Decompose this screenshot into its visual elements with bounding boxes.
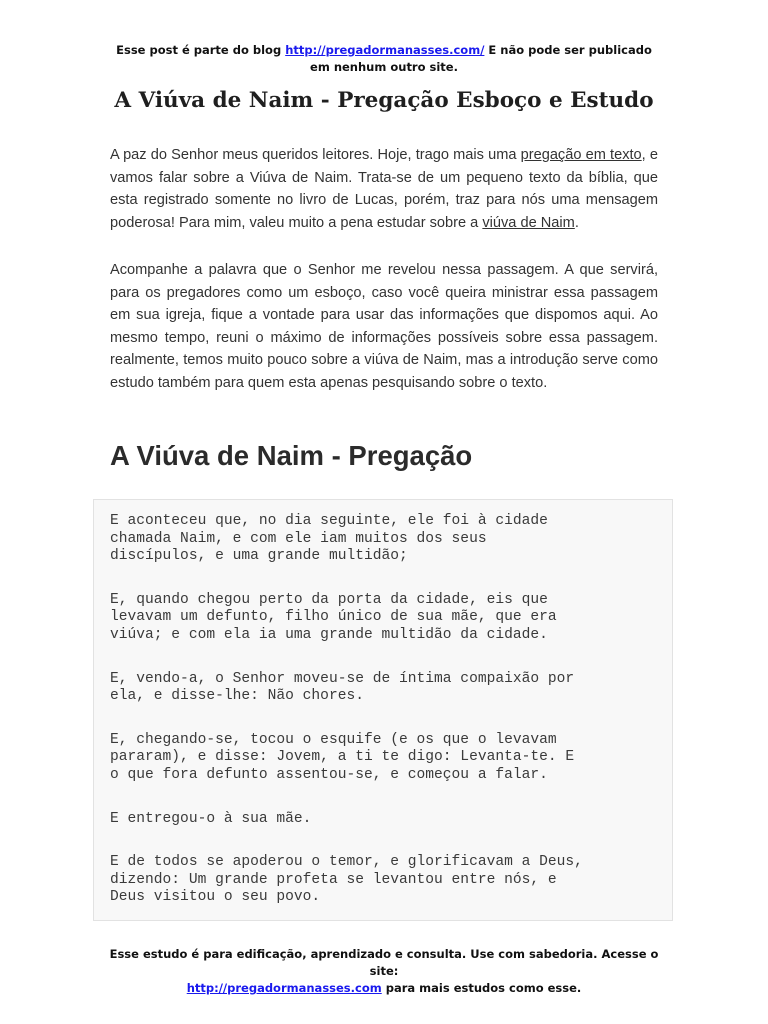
pregacao-em-texto-link[interactable]: pregação em texto [520,147,642,163]
intro-text-part3: . [574,214,579,231]
viuva-de-naim-link[interactable]: viúva de Naim [482,214,575,231]
header-notice-suffix: E não pode ser publicado em nenhum outro site. [310,43,652,74]
verse-2: E, quando chegou perto da porta da cidade, eis que levavam um defunto, filho único de sua mãe, que era viúva; e com ela ia uma grande multidão da cidade. [110,591,557,643]
intro-text-part2: , e vamos falar sobre a Viúva de Naim. Trata-se de um pequeno texto da bíblia, que esta registrado somente no livro de Lucas, porém, traz para nós uma mensagem poderosa! Para mim, valeu muito a pena estudar sobre a [110,147,658,231]
document-title: A Viúva de Naim - Pregação Esboço e Estudo [114,88,654,113]
verse-block [93,499,673,921]
verse-5: E entregou-o à sua mãe. [110,810,312,827]
site-link[interactable]: http://pregadormanasses.com [186,981,382,995]
verse-3: E, vendo-a, o Senhor moveu-se de íntima compaixão por ela, e disse-lhe: Não chores. [110,670,575,705]
footer-notice [100,946,668,997]
verse-4: E, chegando-se, tocou o esquife (e os que o levavam pararam), e disse: Jovem, a ti te digo: Levanta-te. E o que fora defunto assentou-se, e começou a falar. [110,731,575,783]
intro-text-part1: A paz do Senhor meus queridos leitores. Hoje, trago mais uma [110,147,521,163]
footer-notice-suffix: para mais estudos como esse. [381,981,582,995]
verse-1: E aconteceu que, no dia seguinte, ele foi à cidade chamada Naim, e com ele iam muitos dos seus discípulos, e uma grande multidão; [110,513,548,565]
footer-notice-line1: Esse estudo é para edificação, aprendizado e consulta. Use com sabedoria. Acesse o site: [109,947,659,978]
header-notice-prefix: Esse post é parte do blog [116,43,286,57]
section-heading: A Viúva de Naim - Pregação [110,440,473,471]
second-paragraph: Acompanhe a palavra que o Senhor me revelou nessa passagem. A que servirá, para os pregadores como um esboço, caso você queira ministrar essa passagem em sua igreja, fique a vontade para usar das informações que dispomos aqui. Ao mesmo tempo, reuni o máximo de informações possíveis sobre essa passagem. realmente, temos muito pouco sobre a viúva de Naim, mas a introdução serve como estudo também para quem esta apenas pesquisando sobre o texto. [110,262,658,391]
intro-paragraph [110,144,658,234]
verse-6: E de todos se apoderou o temor, e glorificavam a Deus, dizendo: Um grande profeta se levantou entre nós, e Deus visitou o seu povo. [110,854,583,906]
blog-link[interactable]: http://pregadormanasses.com/ [285,43,485,57]
header-notice [110,42,658,76]
